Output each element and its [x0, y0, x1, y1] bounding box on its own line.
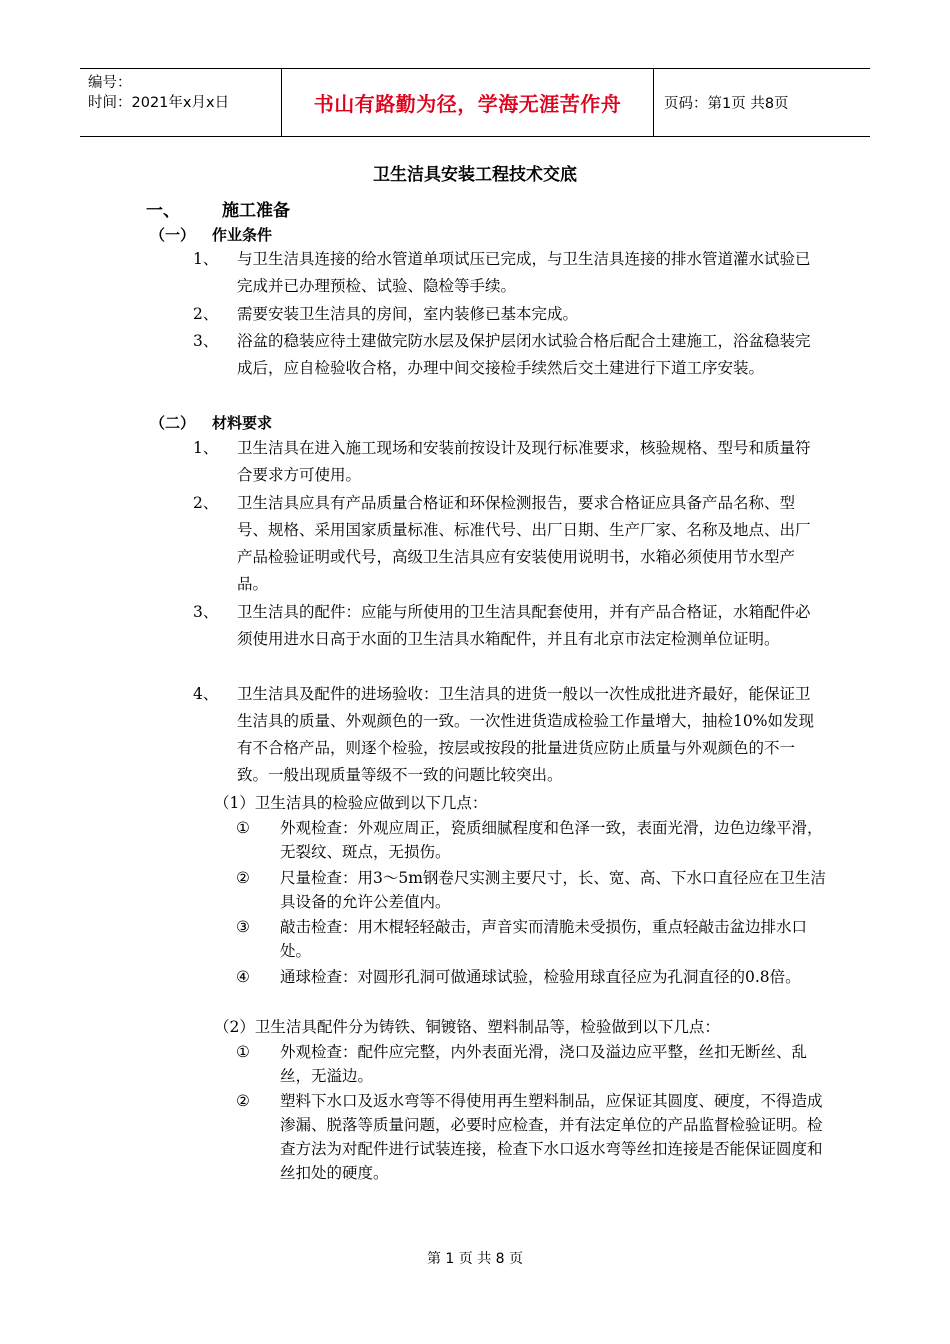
paragraph: （1）卫生洁具的检验应做到以下几点： [214, 794, 488, 812]
check-item [236, 965, 826, 989]
check-item [236, 866, 826, 914]
subsection-heading [150, 412, 272, 433]
item-number: 3、 [193, 603, 219, 621]
list-item [193, 301, 823, 328]
item-text: 浴盆的稳装应待土建做完防水层及保护层闭水试验合格后配合土建施工，浴盆稳装完成后，应自检验收合格，办理中间交接检手续然后交土建进行下道工序安装。 [237, 332, 811, 377]
item-number: 3、 [193, 332, 219, 350]
item-number: 1、 [193, 250, 219, 268]
list-item [193, 246, 823, 300]
item-text: 与卫生洁具连接的给水管道单项试压已完成，与卫生洁具连接的排水管道灌水试验已完成并已办理预检、试验、隐检等手续。 [237, 250, 811, 295]
item-text: 卫生洁具应具有产品质量合格证和环保检测报告，要求合格证应具备产品名称、型号、规格、采用国家质量标准、标准代号、出厂日期、生产厂家、名称及地点、出厂产品检验证明或代号，高级卫生洁具应有安装使用说明书，水箱必须使用节水型产品。 [237, 494, 811, 593]
subsection-number: （二） [150, 414, 196, 432]
item-text: 需要安装卫生洁具的房间，室内装修已基本完成。 [237, 305, 579, 323]
check-number: ② [236, 869, 250, 887]
check-text: 外观检查：外观应周正，瓷质细腻程度和色泽一致，表面光滑，边色边缘平滑，无裂纹、斑点，无损伤。 [280, 819, 823, 861]
list-item [193, 435, 823, 489]
header-motto: 书山有路勤为径，学海无涯苦作舟 [281, 69, 654, 136]
item-number: 1、 [193, 439, 219, 457]
page-footer: 第 1 页 共 8 页 [426, 1251, 524, 1267]
paragraph: （2）卫生洁具配件分为铸铁、铜镀铬、塑料制品等，检验做到以下几点： [214, 1018, 720, 1036]
list-item [193, 328, 823, 382]
list-item [193, 599, 823, 653]
item-text: 卫生洁具在进入施工现场和安装前按设计及现行标准要求，核验规格、型号和质量符合要求方可使用。 [237, 439, 811, 484]
check-number: ① [236, 1043, 250, 1061]
subsection-label: 材料要求 [212, 414, 273, 432]
section-heading [146, 196, 290, 221]
check-item [236, 1089, 826, 1185]
subsection-heading [150, 224, 272, 245]
check-number: ③ [236, 918, 250, 936]
header-table [80, 68, 870, 137]
subsection-number: （一） [150, 226, 196, 244]
item-number: 4、 [193, 685, 219, 703]
item-text: 卫生洁具的配件：应能与所使用的卫生洁具配套使用，并有产品合格证，水箱配件必须使用进水日高于水面的卫生洁具水箱配件，并且有北京市法定检测单位证明。 [237, 603, 811, 648]
list-item [193, 681, 823, 789]
check-text: 外观检查：配件应完整，内外表面光滑，浇口及溢边应平整，丝扣无断丝、乱丝，无溢边。 [280, 1043, 808, 1085]
section-number: 一、 [146, 201, 180, 221]
item-number: 2、 [193, 305, 219, 323]
check-item [236, 1040, 826, 1088]
check-item [236, 915, 826, 963]
subsection-label: 作业条件 [212, 226, 273, 244]
document-title: 卫生洁具安装工程技术交底 [373, 165, 577, 185]
check-number: ④ [236, 968, 250, 986]
check-text: 通球检查：对圆形孔洞可做通球试验，检验用球直径应为孔洞直径的0.8倍。 [280, 968, 801, 986]
check-text: 尺量检查：用3～5m钢卷尺实测主要尺寸，长、宽、高、下水口直径应在卫生洁具设备的允许公差值内。 [280, 869, 826, 911]
check-text: 塑料下水口及返水弯等不得使用再生塑料制品，应保证其圆度、硬度，不得造成渗漏、脱落等质量问题，必要时应检查，并有法定单位的产品监督检验证明。检查方法为对配件进行试装连接，检查下水口返水弯等丝扣连接是否能保证圆度和丝扣处的硬度。 [280, 1092, 823, 1182]
check-item [236, 816, 826, 864]
section-label: 施工准备 [222, 201, 290, 221]
item-text: 卫生洁具及配件的进场验收：卫生洁具的进货一般以一次性成批进齐最好，能保证卫生洁具的质量、外观颜色的一致。一次性进货造成检验工作量增大，抽检10%如发现有不合格产品，则逐个检验，按层或按段的批量进货应防止质量与外观颜色的不一致。一般出现质量等级不一致的问题比较突出。 [237, 685, 814, 784]
date-label: 时间：2021年x月x日 [88, 95, 230, 111]
code-label: 编号： [88, 75, 132, 91]
check-number: ② [236, 1092, 250, 1110]
check-text: 敲击检查：用木棍轻轻敲击，声音实而清脆未受损伤，重点轻敲击盆边排水口处。 [280, 918, 808, 960]
header-page-info: 页码：第1页 共8页 [664, 96, 789, 112]
list-item [193, 490, 823, 598]
item-number: 2、 [193, 494, 219, 512]
check-number: ① [236, 819, 250, 837]
header-left-cell [80, 69, 281, 136]
